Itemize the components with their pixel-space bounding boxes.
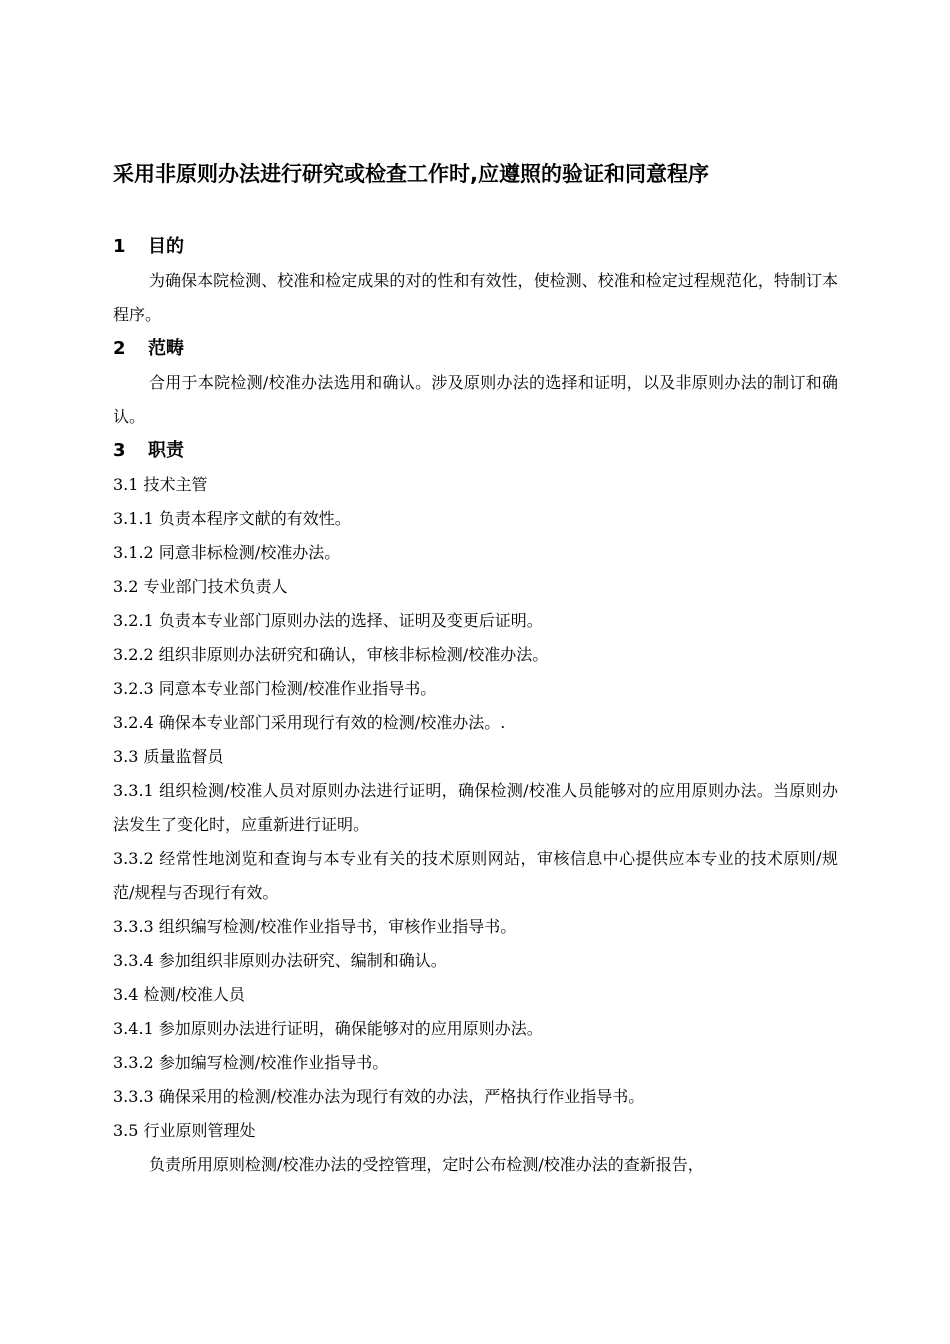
clause-item: 3.3.4 参加组织非原则办法研究、编制和确认。: [113, 951, 447, 970]
clause-item: 3.2 专业部门技术负责人: [113, 577, 288, 596]
clause-item: 3.4 检测/校准人员: [113, 985, 245, 1004]
section-number: 1: [113, 236, 126, 257]
document-title: 采用非原则办法进行研究或检查工作时,应遵照的验证和同意程序: [113, 162, 709, 186]
clause-item: 3.3.3 组织编写检测/校准作业指导书，审核作业指导书。: [113, 917, 517, 936]
clause-item: 3.2.1 负责本专业部门原则办法的选择、证明及变更后证明。: [113, 611, 543, 630]
clause-item: 3.2.4 确保本专业部门采用现行有效的检测/校准办法。.: [113, 713, 506, 732]
section-number: 2: [113, 338, 126, 359]
clause-item: 3.2.2 组织非原则办法研究和确认，审核非标检测/校准办法。: [113, 645, 549, 664]
clause-item: 3.3.2 经常性地浏览和查询与本专业有关的技术原则网站，审核信息中心提供应本专业的技术原则/规范/规程与否现行有效。: [113, 849, 838, 902]
section-title: 范畴: [148, 338, 184, 359]
clause-item: 3.3.1 组织检测/校准人员对原则办法进行证明，确保检测/校准人员能够对的应用原则办法。当原则办法发生了变化时，应重新进行证明。: [113, 781, 838, 834]
clause-item: 3.1 技术主管: [113, 475, 208, 494]
section-number: 3: [113, 440, 126, 461]
clause-item: 3.1.2 同意非标检测/校准办法。: [113, 543, 341, 562]
section-heading-scope: [113, 332, 838, 366]
section-paragraph-purpose: 为确保本院检测、校准和检定成果的对的性和有效性，使检测、校准和检定过程规范化，特制订本程序。: [113, 271, 838, 324]
section-heading-purpose: [113, 230, 838, 264]
clause-item: 3.3.2 参加编写检测/校准作业指导书。: [113, 1053, 389, 1072]
clause-item: 3.5 行业原则管理处: [113, 1121, 256, 1140]
clause-item: 3.3 质量监督员: [113, 747, 224, 766]
clause-item: 3.3.3 确保采用的检测/校准办法为现行有效的办法，严格执行作业指导书。: [113, 1087, 645, 1106]
clause-item: 3.2.3 同意本专业部门检测/校准作业指导书。: [113, 679, 437, 698]
section-paragraph-scope: 合用于本院检测/校准办法选用和确认。涉及原则办法的选择和证明，以及非原则办法的制订和确认。: [113, 373, 838, 426]
section-heading-responsibilities: [113, 434, 838, 468]
closing-paragraph: 负责所用原则检测/校准办法的受控管理，定时公布检测/校准办法的查新报告，: [149, 1155, 704, 1174]
clause-item: 3.1.1 负责本程序文献的有效性。: [113, 509, 351, 528]
section-title: 职责: [148, 440, 184, 461]
section-title: 目的: [148, 236, 184, 257]
clause-item: 3.4.1 参加原则办法进行证明，确保能够对的应用原则办法。: [113, 1019, 543, 1038]
document-body: [113, 230, 838, 1182]
